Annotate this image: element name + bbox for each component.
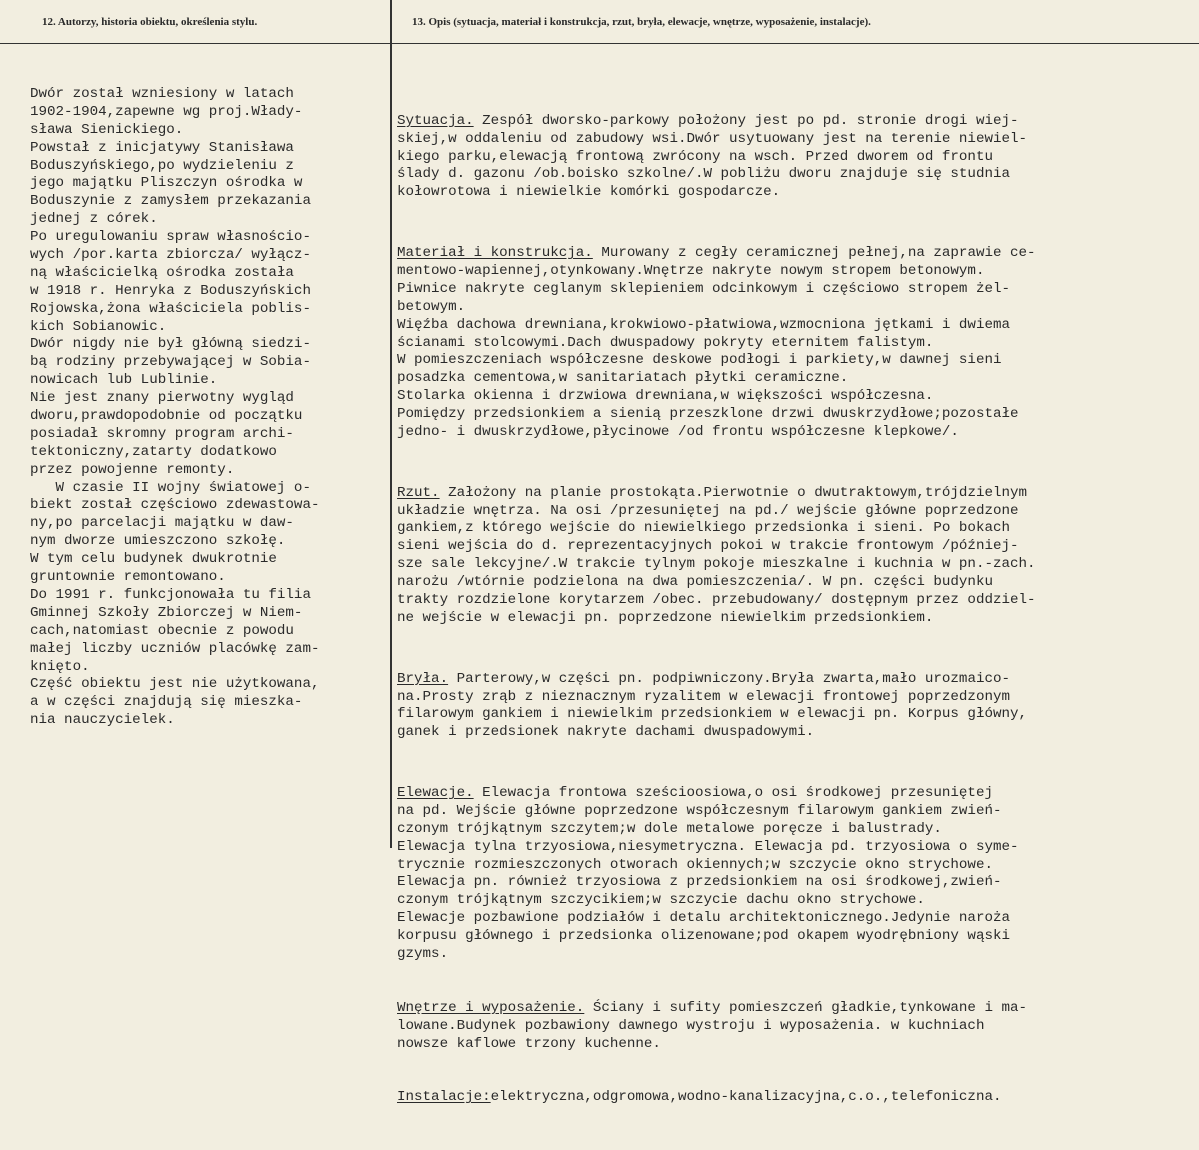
description-line (397, 424, 1187, 442)
description-line (397, 352, 1187, 370)
description-line (397, 785, 1187, 803)
line-text: czonym trójkątnym szczytem;w dole metalowe poręcze i balustrady. (397, 820, 942, 837)
description-line (397, 574, 1187, 592)
line-text: trakty rozdzielone korytarzem /obec. przebudowany/ dostępnym przez oddziel- (397, 592, 1036, 609)
description-line (397, 874, 1187, 892)
history-line: Dwór został wzniesiony w latach (30, 86, 294, 102)
description-line (397, 538, 1187, 556)
history-line: dworu,prawdopodobnie od początku (30, 408, 303, 425)
history-line: Do 1991 r. funkcjonowała tu filia (30, 586, 311, 603)
line-text: ślady d. gazonu /ob.boisko szkolne/.W pobliżu dworu znajduje się studnia (397, 166, 1010, 183)
history-line: sława Sienickiego. (30, 121, 184, 138)
history-line: cach,natomiast obecnie z powodu (30, 622, 294, 639)
history-line: przez powojenne remonty. (30, 461, 235, 478)
history-text (30, 86, 390, 730)
line-text: Stolarka okienna i drzwiowa drewniana,w większości współczesna. (397, 388, 934, 405)
description-line (397, 1018, 1187, 1036)
line-text: czonym trójkątnym szczycikiem;w szczycie dachu okno strychowe. (397, 892, 925, 909)
description-line (397, 281, 1187, 299)
description-line (397, 892, 1187, 910)
section-elevations (397, 785, 1187, 964)
line-text: Założony na planie prostokąta.Pierwotnie o dwutraktowym,trójdzielnym (439, 484, 1028, 501)
description-line (397, 184, 1187, 202)
line-text: elektryczna,odgromowa,wodno-kanalizacyjna,c.o.,telefoniczna. (490, 1089, 1002, 1106)
description-line (397, 592, 1187, 610)
line-text: kołowrotowa i niewielkie komórki gospodarcze. (397, 184, 781, 201)
line-text: na pd. Wejście główne poprzedzone współczesnym filarowym gankiem zwień- (397, 802, 1002, 819)
history-line: tektoniczny,zatarty dodatkowo (30, 443, 277, 460)
description-line (397, 946, 1187, 964)
history-line: nia nauczycielek. (30, 712, 175, 729)
section-interior (397, 1000, 1187, 1054)
section-installations (397, 1089, 1187, 1107)
description-line (397, 166, 1187, 184)
description-line (397, 317, 1187, 335)
description-line (397, 556, 1187, 574)
history-line: W czasie II wojny światowej o- (30, 479, 311, 496)
history-line: wych /por.karta zbiorcza/ wyłącz- (30, 247, 311, 264)
history-line: 1902-1904,zapewne wg proj.Włady- (30, 103, 303, 120)
description-line (397, 263, 1187, 281)
line-text: betowym. (397, 298, 466, 315)
section-heading: Sytuacja. (397, 112, 474, 129)
history-line: Powstał z inicjatywy Stanisława (30, 139, 294, 156)
description-line (397, 1089, 1187, 1107)
history-line: małej liczby uczniów placówkę zam- (30, 640, 320, 657)
section-heading: Instalacje: (397, 1089, 491, 1106)
description-line (397, 928, 1187, 946)
line-text: Ściany i sufity pomieszczeń gładkie,tynkowane i ma- (584, 999, 1028, 1016)
section-mass (397, 671, 1187, 743)
line-text: Murowany z cegły ceramicznej pełnej,na zaprawie ce- (592, 245, 1036, 262)
description-line (397, 149, 1187, 167)
line-text: Więźba dachowa drewniana,krokwiowo-płatwiowa,wzmocniona jętkami i dwiema (397, 316, 1010, 333)
description-line (397, 406, 1187, 424)
section-material (397, 245, 1187, 442)
description-line (397, 388, 1187, 406)
line-text: gankiem,z którego wejście do niewielkiego przedsionka i sieni. Po bokach (397, 520, 1010, 537)
description-line (397, 370, 1187, 388)
history-line: Boduszynie z zamysłem przekazania (30, 193, 311, 210)
line-text: filarowym gankiem i niewielkim przedsionkiem w elewacji pn. Korpus główny, (397, 706, 1028, 723)
line-text: Pomiędzy przedsionkiem a sienią przeszklone drzwi dwuskrzydłowe;pozostałe (397, 406, 1019, 423)
history-line: Gminnej Szkoły Zbiorczej w Niem- (30, 604, 303, 621)
section-situation (397, 113, 1187, 202)
history-line: Część obiektu jest nie użytkowana, (30, 676, 320, 693)
section-heading: Rzut. (397, 484, 440, 501)
history-line: gruntownie remontowano. (30, 569, 226, 586)
description-line (397, 1000, 1187, 1018)
history-line: Rojowska,żona właściciela poblis- (30, 300, 311, 317)
description-text (397, 77, 1187, 1150)
description-line (397, 610, 1187, 628)
description-line (397, 689, 1187, 707)
history-line: W tym celu budynek dwukrotnie (30, 551, 277, 568)
history-line: jego majątku Pliszczyn ośrodka w (30, 175, 303, 192)
line-text: ganek i przedsionek nakryte dachami dwuspadowymi. (397, 724, 815, 741)
line-text: Elewacja tylna trzyosiowa,niesymetryczna. Elewacja pd. trzyosiowa o syme- (397, 838, 1019, 855)
line-text: gzyms. (397, 946, 449, 963)
line-text: Elewacje pozbawione podziałów i detalu architektonicznego.Jedynie naroża (397, 910, 1010, 927)
history-line: ny,po parcelacji majątku w daw- (30, 515, 294, 532)
history-line: bą rodziny przebywającej w Sobia- (30, 354, 311, 371)
description-line (397, 131, 1187, 149)
line-text: sieni wejścia do d. reprezentacyjnych pokoi w trakcie frontowym /później- (397, 538, 1019, 555)
history-line: biekt został częściowo zdewastowa- (30, 497, 320, 514)
section-heading: Wnętrze i wyposażenie. (397, 999, 585, 1016)
history-line: a w części znajdują się mieszka- (30, 694, 303, 711)
description-line (397, 724, 1187, 742)
history-line: w 1918 r. Henryka z Boduszyńskich (30, 282, 311, 299)
description-line (397, 910, 1187, 928)
description-line (397, 520, 1187, 538)
history-line: ną właścicielką ośrodka została (30, 264, 294, 281)
line-text: ścianami stolcowymi.Dach dwuspadowy pokryty eternitem falistym. (397, 334, 934, 351)
history-line: Boduszyńskiego,po wydzieleniu z (30, 157, 294, 174)
description-line (397, 1036, 1187, 1054)
line-text: jedno- i dwuskrzydłowe,płycinowe /od frontu współczesne klepkowe/. (397, 423, 959, 440)
history-line: Dwór nigdy nie był główną siedzi- (30, 336, 311, 353)
line-text: kiego parku,elewacją frontową zwrócony na wsch. Przed dworem od frontu (397, 148, 993, 165)
description-line (397, 821, 1187, 839)
section-heading: Materiał i konstrukcja. (397, 245, 593, 262)
section-plan (397, 485, 1187, 628)
line-text: skiej,w oddaleniu od zabudowy wsi.Dwór usytuowany jest na terenie niewiel- (397, 130, 1028, 147)
history-line: Nie jest znany pierwotny wygląd (30, 390, 294, 407)
description-line (397, 857, 1187, 875)
description-line (397, 113, 1187, 131)
line-text: lowane.Budynek pozbawiony dawnego wystroju i wyposażenia. w kuchniach (397, 1017, 985, 1034)
history-section-header: 12. Autorzy, historia obiektu, określenia stylu. (0, 0, 391, 44)
column-divider (390, 0, 392, 848)
history-line: posiadał skromny program archi- (30, 425, 294, 442)
line-text: sze sale lekcyjne/.W trakcie tylnym pokoje mieszkalne i kuchnia w pn.-zach. (397, 556, 1036, 573)
history-line: Po uregulowaniu spraw własnościo- (30, 229, 311, 246)
description-line (397, 245, 1187, 263)
description-line (397, 335, 1187, 353)
description-line (397, 671, 1187, 689)
line-text: Zespół dworsko-parkowy położony jest po pd. stronie drogi wiej- (473, 112, 1019, 129)
description-section-header: 13. Opis (sytuacja, materiał i konstrukcja, rzut, bryła, elewacje, wnętrze, wyposażenie, instalacje). (392, 0, 1199, 44)
description-line (397, 503, 1187, 521)
line-text: układzie wnętrza. Na osi /przesuniętej na pd./ wejście główne poprzedzone (397, 502, 1019, 519)
description-line (397, 485, 1187, 503)
line-text: W pomieszczeniach współczesne deskowe podłogi i parkiety,w dawnej sieni (397, 352, 1002, 369)
history-line: nowicach lub Lublinie. (30, 372, 218, 389)
line-text: mentowo-wapiennej,otynkowany.Wnętrze nakryte nowym stropem betonowym. (397, 262, 985, 279)
line-text: ne wejście w elewacji pn. poprzedzone niewielkim przedsionkiem. (397, 609, 934, 626)
description-line (397, 803, 1187, 821)
line-text: na.Prosty zrąb z nieznacznym ryzalitem w elewacji frontowej poprzedzonym (397, 688, 1010, 705)
section-heading: Elewacje. (397, 785, 474, 801)
line-text: trycznie rozmieszczonych otworach okiennych;w szczycie okno strychowe. (397, 856, 993, 873)
line-text: Elewacja frontowa sześcioosiowa,o osi środkowej przesuniętej (473, 785, 993, 801)
history-line: knięto. (30, 658, 90, 675)
line-text: Parterowy,w części pn. podpiwniczony.Bryła zwarta,mało urozmaico- (448, 670, 1011, 687)
line-text: nowsze kaflowe trzony kuchenne. (397, 1035, 661, 1052)
line-text: korpusu głównego i przedsionka olizenowane;pod okapem wyodrębniony wąski (397, 928, 1010, 945)
line-text: posadzka cementowa,w sanitariatach płytki ceramiczne. (397, 370, 849, 387)
history-line: jednej z córek. (30, 211, 158, 228)
history-line: nym dworze umieszczono szkołę. (30, 533, 286, 550)
line-text: Elewacja pn. również trzyosiowa z przedsionkiem na osi środkowej,zwień- (397, 874, 1002, 891)
section-heading: Bryła. (397, 670, 449, 687)
line-text: narożu /wtórnie podzielona na dwa pomieszczenia/. W pn. części budynku (397, 574, 993, 591)
description-line (397, 299, 1187, 317)
description-line (397, 706, 1187, 724)
line-text: Piwnice nakryte ceglanym sklepieniem odcinkowym i częściowo stropem żel- (397, 280, 1010, 297)
history-line: kich Sobianowic. (30, 318, 167, 335)
